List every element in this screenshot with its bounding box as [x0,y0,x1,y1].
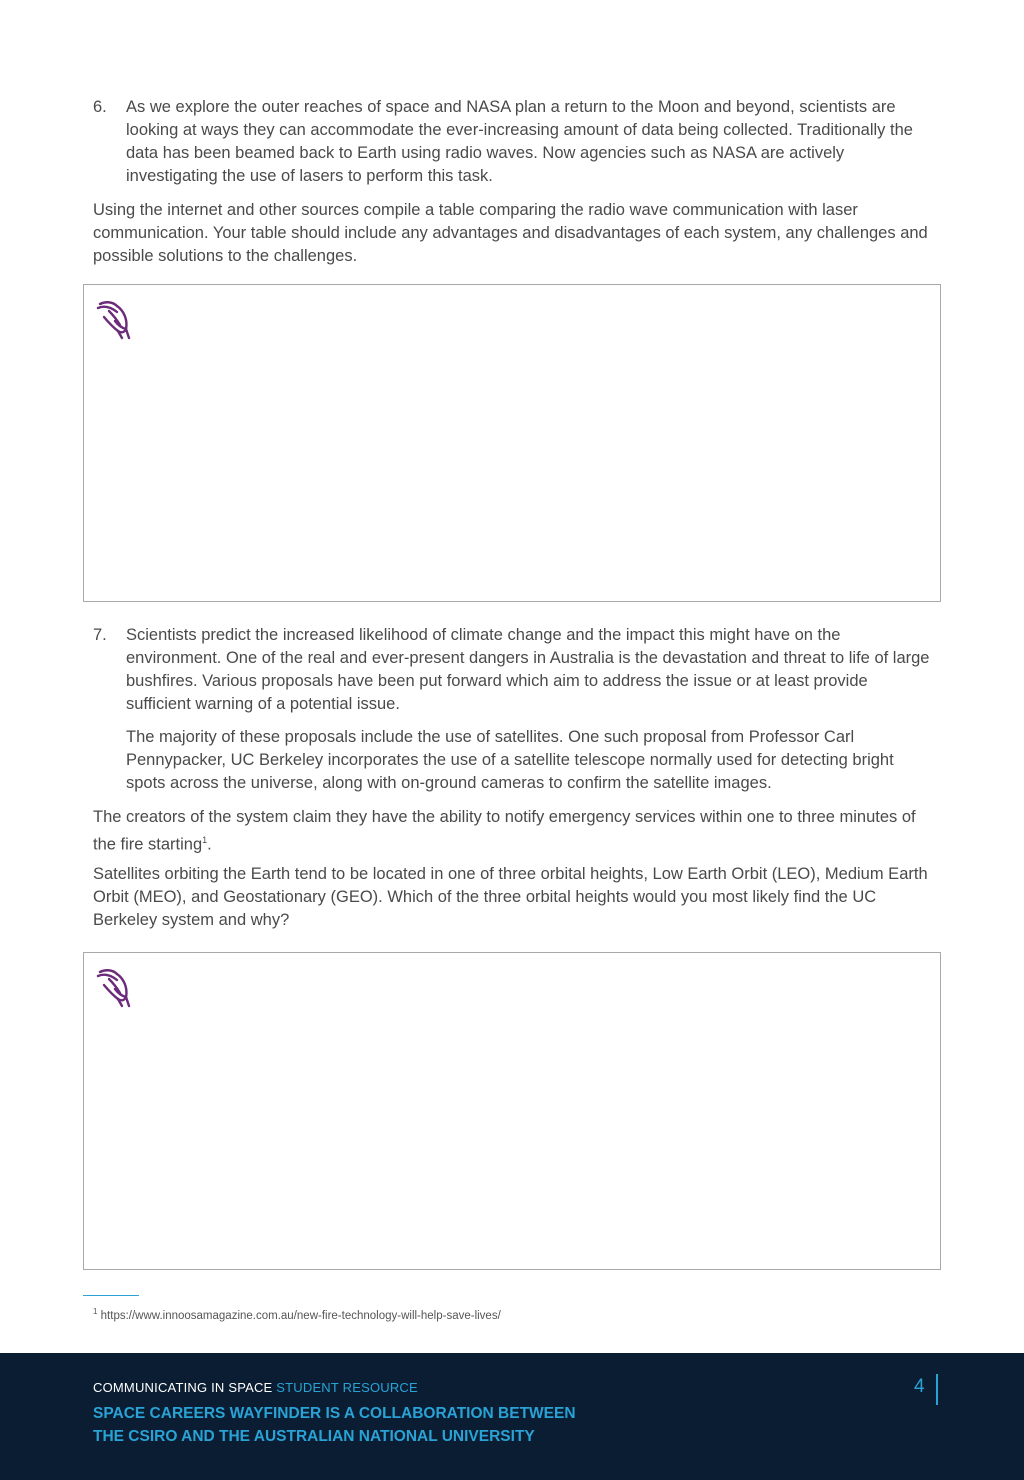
question-7-task: Satellites orbiting the Earth tend to be located in one of three orbital heights, Low Earth Orbit (LEO), Medium Earth Orbit (MEO), and Geostationary (GEO). Which of the three orbital heights would you most likely find the UC Berkeley system and why? [93,865,928,929]
pen-writing-icon [96,963,132,1009]
resource-title-text: COMMUNICATING IN SPACE [93,1380,273,1395]
collaboration-tagline [93,1402,576,1448]
answer-box-6[interactable] [83,284,941,602]
tagline-line-1: SPACE CAREERS WAYFINDER IS A COLLABORATION BETWEEN [93,1405,576,1422]
question-7 [93,624,933,716]
page-number: 4 [914,1376,925,1397]
footnote-divider [83,1295,139,1296]
question-7-claim [93,806,933,857]
claim-text: The creators of the system claim they have the ability to notify emergency services within one to three minutes of the fire starting [93,808,916,854]
page-number-divider [936,1374,938,1405]
question-number: 7. [93,626,107,644]
footnote [93,1307,501,1322]
question-6 [93,96,933,188]
question-number: 6. [93,98,107,116]
question-7-context: The majority of these proposals include the use of satellites. One such proposal from Professor Carl Pennypacker, UC Berkeley incorporates the use of a satellite telescope normally used for detecting bright spots across the universe, along with on-ground cameras to confirm the satellite images. [126,728,894,792]
footnote-ref[interactable]: 1 [202,835,208,845]
question-6-task: Using the internet and other sources compile a table comparing the radio wave communication with laser communication. Your table should include any advantages and disadvantages of each system, any challenges and possible solutions to the challenges. [93,201,928,265]
claim-end: . [207,835,212,854]
pen-writing-icon [96,295,132,341]
tagline-line-2: THE CSIRO AND THE AUSTRALIAN NATIONAL UNIVERSITY [93,1428,535,1445]
page-footer [0,1353,1024,1480]
question-text: Scientists predict the increased likelihood of climate change and the impact this might have on the environment. One of the real and ever-present dangers in Australia is the devastation and threat to life of large bushfires. Various proposals have been put forward which aim to address the issue or at least provide sufficient warning of a potential issue. [126,626,930,713]
answer-box-7[interactable] [83,952,941,1270]
resource-title [93,1380,418,1395]
question-text: As we explore the outer reaches of space and NASA plan a return to the Moon and beyond, scientists are looking at ways they can accommodate the ever-increasing amount of data being collected. Traditionally the data has been beamed back to Earth using radio waves. Now agencies such as NASA are actively investigating the use of lasers to perform this task. [126,98,913,185]
footnote-marker: 1 [93,1307,98,1316]
footnote-link[interactable]: https://www.innoosamagazine.com.au/new-fire-technology-will-help-save-lives/ [100,1309,501,1322]
resource-type: STUDENT RESOURCE [276,1380,418,1395]
